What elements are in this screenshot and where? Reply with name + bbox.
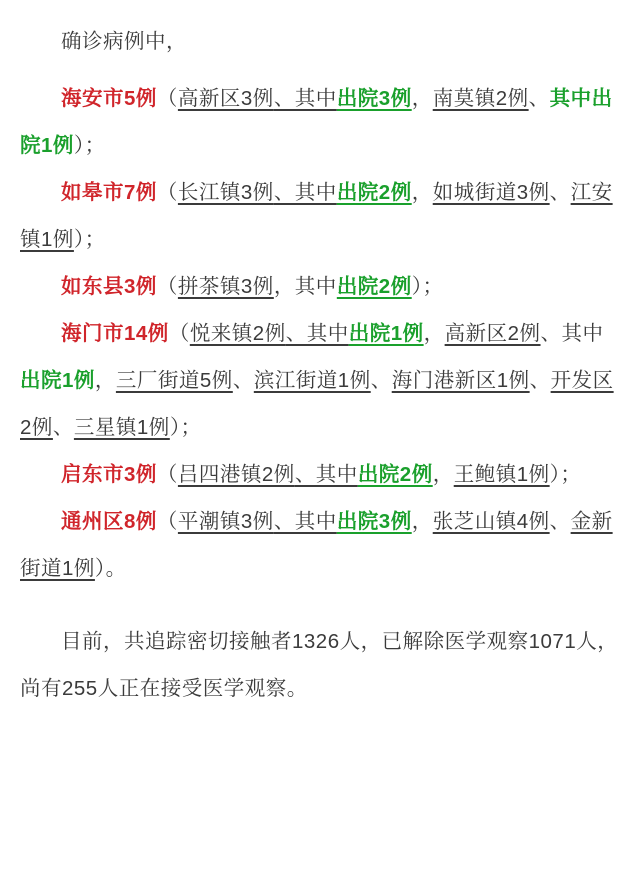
district-segment: 、 <box>529 369 551 392</box>
district-segment: ， <box>411 510 433 533</box>
city-case-count: 海安市5例 <box>61 87 157 110</box>
district-segment: 、其中 <box>273 87 337 110</box>
close-paren: ）； <box>73 228 106 251</box>
district-segment: 、 <box>370 369 392 392</box>
district-segment: 拼茶镇3例 <box>177 275 274 298</box>
district-segment: 金新街道1例 <box>20 510 613 580</box>
close-paren: ）； <box>549 463 582 486</box>
district-segment: 、其中 <box>273 510 337 533</box>
district-segment: 平潮镇3例 <box>177 510 274 533</box>
open-paren: （ <box>168 322 190 345</box>
district-segment: 高新区2例 <box>444 322 541 345</box>
district-segment: ， <box>423 322 445 345</box>
case-entry <box>20 310 621 451</box>
footer-line-1: 目前，共追踪密切接触者1326人，已解除医学观 <box>61 630 508 653</box>
case-entry-list <box>20 75 621 592</box>
district-segment: 出院3例 <box>336 510 412 533</box>
district-segment: 、其中 <box>540 322 604 345</box>
district-segment: 、 <box>549 181 571 204</box>
district-segment: 高新区3例 <box>177 87 274 110</box>
case-entry <box>20 75 621 169</box>
close-paren: ）。 <box>94 557 127 580</box>
district-segment: 海门港新区1例 <box>391 369 530 392</box>
city-case-count: 启东市3例 <box>61 463 157 486</box>
district-segment: 出院2例 <box>357 463 433 486</box>
case-entry <box>20 169 621 263</box>
district-segment: 、其中 <box>294 463 358 486</box>
district-segment: 开发区2例 <box>20 369 614 439</box>
district-segment: 、其中 <box>285 322 349 345</box>
city-case-count: 通州区8例 <box>61 510 157 533</box>
district-segment: ， <box>411 181 433 204</box>
city-case-count: 如皋市7例 <box>61 181 157 204</box>
district-segment: 出院1例 <box>20 369 95 392</box>
paragraph-spacer <box>20 592 621 618</box>
city-case-count: 如东县3例 <box>61 275 157 298</box>
close-paren: ）； <box>73 134 106 157</box>
footer-line-2: 察1071人，尚有255人正在接受医学观察。 <box>20 630 619 700</box>
district-segment: 长江镇3例 <box>177 181 274 204</box>
case-entry <box>20 498 621 592</box>
district-segment: ，其中 <box>273 275 337 298</box>
open-paren: （ <box>156 87 178 110</box>
district-segment: 滨江街道1例 <box>253 369 371 392</box>
case-entry <box>20 451 621 498</box>
district-segment: 三厂街道5例 <box>115 369 233 392</box>
close-paren: ）； <box>169 416 202 439</box>
district-segment: 、 <box>549 510 571 533</box>
open-paren: （ <box>156 181 178 204</box>
district-segment: 出院3例 <box>336 87 412 110</box>
district-segment: 王鲍镇1例 <box>453 463 550 486</box>
footer-paragraph <box>20 618 621 712</box>
district-segment: 出院1例 <box>348 322 424 345</box>
district-segment: ， <box>411 87 433 110</box>
district-segment: ， <box>94 369 116 392</box>
district-segment: 、其中 <box>273 181 337 204</box>
district-segment: 吕四港镇2例 <box>177 463 295 486</box>
district-segment: 悦来镇2例 <box>189 322 286 345</box>
district-segment: ， <box>432 463 454 486</box>
district-segment: 江安镇1例 <box>20 181 613 251</box>
city-case-count: 海门市14例 <box>61 322 169 345</box>
district-segment: 其中出院1例 <box>20 87 613 157</box>
district-segment: 、 <box>52 416 74 439</box>
intro-paragraph: 确诊病例中， <box>61 30 187 53</box>
district-segment: 南莫镇2例 <box>432 87 529 110</box>
open-paren: （ <box>156 275 178 298</box>
open-paren: （ <box>156 510 178 533</box>
district-segment: 三星镇1例 <box>73 416 170 439</box>
open-paren: （ <box>156 463 178 486</box>
district-segment: 张芝山镇4例 <box>432 510 550 533</box>
district-segment: 出院2例 <box>336 275 412 298</box>
district-segment: 出院2例 <box>336 181 412 204</box>
district-segment: 、 <box>232 369 254 392</box>
district-segment: 如城街道3例 <box>432 181 550 204</box>
close-paren: ）； <box>411 275 444 298</box>
district-segment: 、 <box>528 87 550 110</box>
case-entry <box>20 263 621 310</box>
